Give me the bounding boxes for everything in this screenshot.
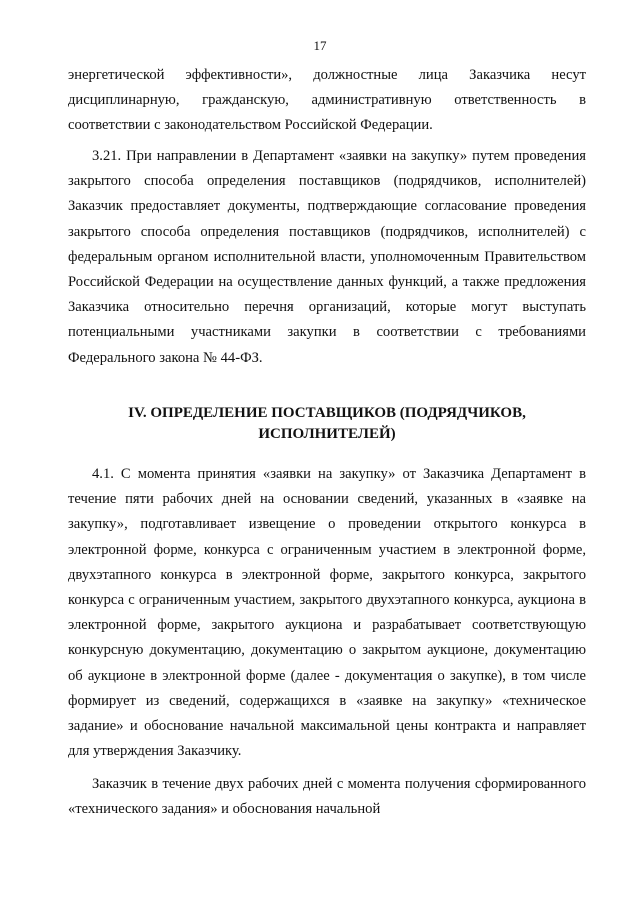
paragraph-continuation: энергетической эффективности», должностные лица Заказчика несут дисциплинарную, гражданскую, административную ответственность в соответствии с законодательством Российской Федерации. xyxy=(68,67,586,134)
page-number: 17 xyxy=(313,38,327,53)
paragraph-4-1: 4.1. С момента принятия «заявки на закупку» от Заказчика Департамент в течение пяти рабочих дней на основании сведений, указанных в «заявке на закупку», подготавливает извещение о проведении открытого конкурса в электронной форме, конкурса с ограниченным участием в электронной форме, двухэтапного конкурса в электронной форме, закрытого конкурса, закрытого конкурса с ограниченным участием, закрытого двухэтапного конкурса, аукциона в электронной форме, закрытого аукциона и разрабатывает соответствующую конкурсную документацию, документацию о закрытом аукционе, документацию об аукционе в электронной форме (далее - документация о закупке), в том числе формирует из сведений, содержащихся в «заявке на закупку» «техническое задание» и обоснование начальной максимальной цены контракта и направляет для утверждения Заказчику. xyxy=(68,466,586,760)
paragraph-customer: Заказчик в течение двух рабочих дней с момента получения сформированного «технического задания» и обоснования начальной xyxy=(68,776,586,818)
section-heading-line-1: IV. ОПРЕДЕЛЕНИЕ ПОСТАВЩИКОВ (ПОДРЯДЧИКОВ, xyxy=(128,405,526,421)
paragraph-3-21: 3.21. При направлении в Департамент «заявки на закупку» путем проведения закрытого способа определения поставщиков (подрядчиков, исполнителей) Заказчик предоставляет документы, подтверждающие согласование проведения закрытого способа определения поставщиков (подрядчиков, исполнителей) с федеральным органом исполнительной власти, уполномоченным Правительством Российской Федерации на осуществление данных функций, а также предложения Заказчика относительно перечня организаций, которые могут выступать потенциальными участниками закупки в соответствии с требованиями Федерального закона № 44-ФЗ. xyxy=(68,148,586,366)
section-heading-line-2: ИСПОЛНИТЕЛЕЙ) xyxy=(258,426,396,442)
section-heading xyxy=(68,403,586,445)
